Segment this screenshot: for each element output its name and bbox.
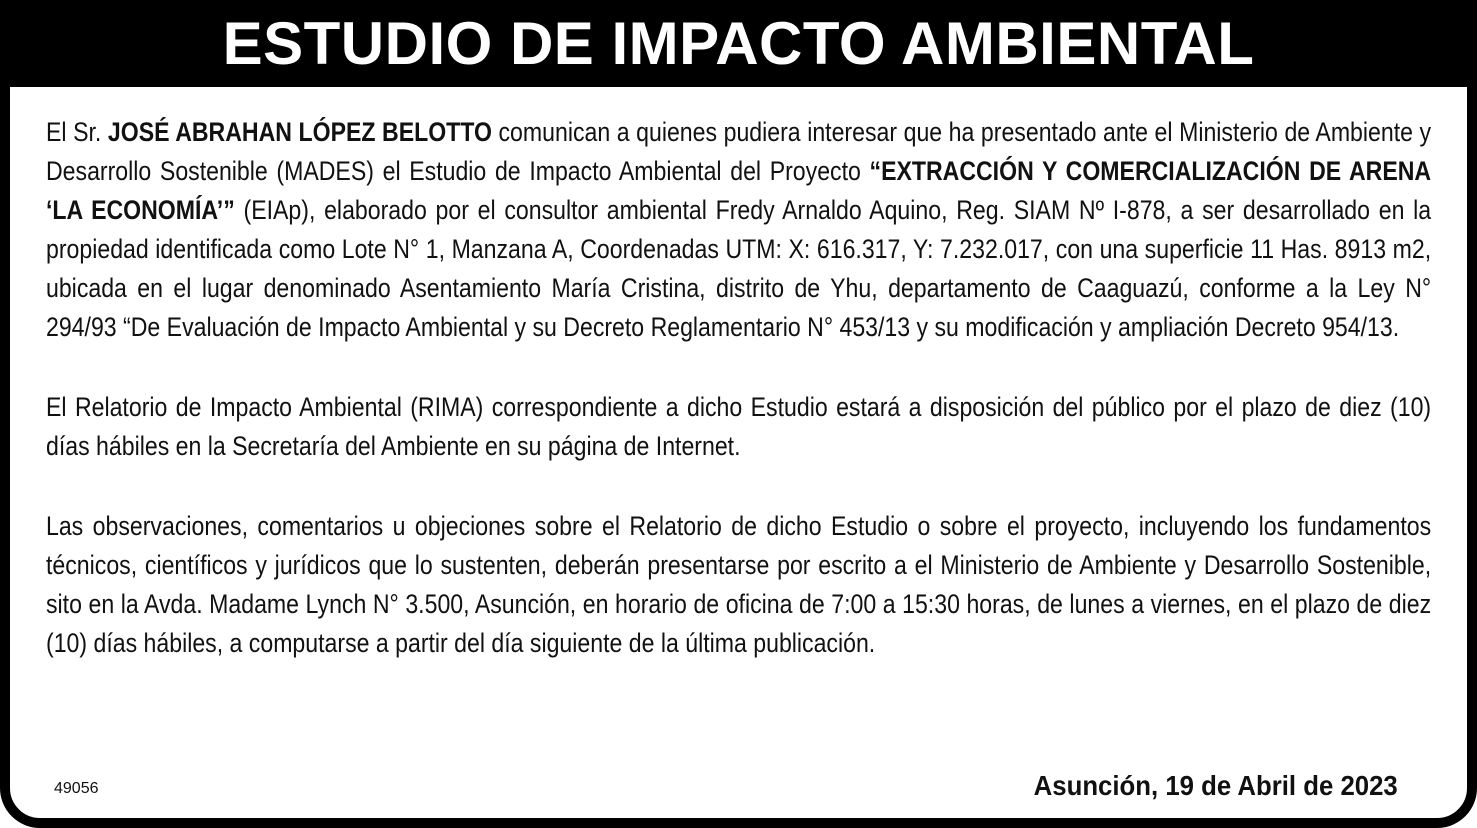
applicant-name: JOSÉ ABRAHAN LÓPEZ BELOTTO <box>107 117 492 147</box>
paragraph-observations: Las observaciones, comentarios u objeciones sobre el Relatorio de dicho Estudio o sobre el proyecto, incluyendo los fundamentos técnicos, científicos y jurídicos que lo sustenten, deberán presentarse por escrito a el Ministerio de Ambiente y Desarrollo Sostenible, sito en la Avda. Madame Lynch N° 3.500, Asunción, en horario de oficina de 7:00 a 15:30 horas, de lunes a viernes, en el plazo de diez (10) días hábiles, a computarse a partir del día siguiente de la última publicación. <box>46 511 1432 658</box>
project-details-text: (EIAp), elaborado por el consultor ambiental Fredy Arnaldo Aquino, Reg. SIAM Nº I-878, a ser desarrollado en la propiedad identificada como Lote N° 1, Manzana A, Coordenadas UTM: X: 616.317, Y: 7.232.017, con una superficie 11 Has. 8913 m2, ubicada en el lugar denominado Asentamiento María Cristina, distrito de Yhu, departamento de Caaguazú, conforme a la Ley N° 294/93 “De Evaluación de Impacto Ambiental y su Decreto Reglamentario N° 453/13 y su modificación y ampliación Decreto 954/13. <box>46 195 1432 342</box>
place-and-date: Asunción, 19 de Abril de 2023 <box>1033 770 1398 801</box>
notice-body <box>46 113 1431 704</box>
intro-text: El Sr. <box>46 117 102 147</box>
reference-number: 49056 <box>54 780 99 797</box>
title-bar <box>0 0 1477 87</box>
paragraph-rima-availability: El Relatorio de Impacto Ambiental (RIMA) correspondiente a dicho Estudio estará a disposición del público por el plazo de diez (10) días hábiles en la Secretaría del Ambiente en su página de Internet. <box>46 392 1432 461</box>
project-name: “EXTRACCIÓN Y COMERCIALIZACIÓN DE ARENA ‘LA ECONOMÍA’” <box>46 156 1432 225</box>
presentation-text: comunican a quienes pudiera interesar que ha presentado ante el Ministerio de Ambiente y Desarrollo Sostenible (MADES) el Estudio de Impacto Ambiental del Proyecto <box>46 117 1432 186</box>
paragraph-project-presentation <box>46 113 1431 347</box>
notice-title: ESTUDIO DE IMPACTO AMBIENTAL <box>222 9 1255 77</box>
